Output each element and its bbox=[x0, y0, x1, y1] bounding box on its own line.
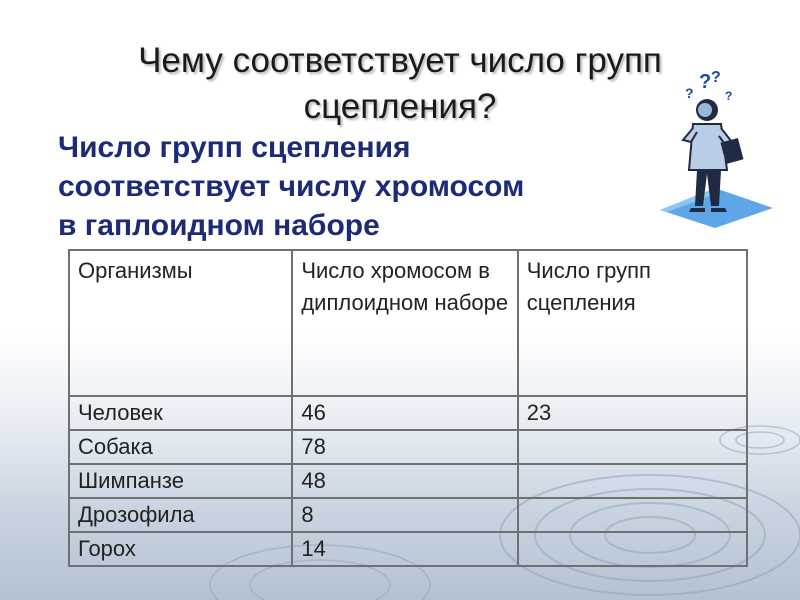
table-row bbox=[69, 498, 747, 532]
chromosome-count-cell: 8 bbox=[292, 498, 517, 532]
chromosome-count-cell: 14 bbox=[292, 532, 517, 566]
table-row bbox=[69, 396, 747, 430]
linkage-groups-cell bbox=[518, 430, 747, 464]
organism-cell: Шимпанзе bbox=[69, 464, 292, 498]
table-row bbox=[69, 532, 747, 566]
slide-title: Чему соответствует число групп сцепления? bbox=[138, 41, 662, 126]
header-organisms: Организмы bbox=[69, 250, 292, 396]
header-diploid-chromosomes: Число хромосом в диплоидном наборе bbox=[292, 250, 517, 396]
chromosome-count-cell: 78 bbox=[292, 430, 517, 464]
organism-cell: Дрозофила bbox=[69, 498, 292, 532]
header-linkage-groups: Число групп сцепления bbox=[518, 250, 747, 396]
organism-cell: Человек bbox=[69, 396, 292, 430]
scientist-thinking-icon bbox=[655, 70, 775, 230]
svg-text:?: ? bbox=[711, 70, 721, 86]
slide-subtitle: Число групп сцепления соответствует числу хромосом в гаплоидном наборе bbox=[58, 131, 525, 242]
organism-cell: Горох bbox=[69, 532, 292, 566]
chromosome-count-cell: 46 bbox=[292, 396, 517, 430]
linkage-groups-cell bbox=[518, 532, 747, 566]
chromosome-count-cell: 48 bbox=[292, 464, 517, 498]
table-row bbox=[69, 430, 747, 464]
linkage-groups-cell bbox=[518, 464, 747, 498]
linkage-groups-cell bbox=[518, 498, 747, 532]
svg-text:?: ? bbox=[725, 89, 733, 103]
svg-text:?: ? bbox=[699, 71, 712, 93]
svg-text:?: ? bbox=[685, 85, 694, 101]
linkage-groups-cell: 23 bbox=[518, 396, 747, 430]
table-header-row bbox=[69, 250, 747, 396]
linkage-groups-table bbox=[68, 249, 748, 567]
organism-cell: Собака bbox=[69, 430, 292, 464]
table-row bbox=[69, 464, 747, 498]
